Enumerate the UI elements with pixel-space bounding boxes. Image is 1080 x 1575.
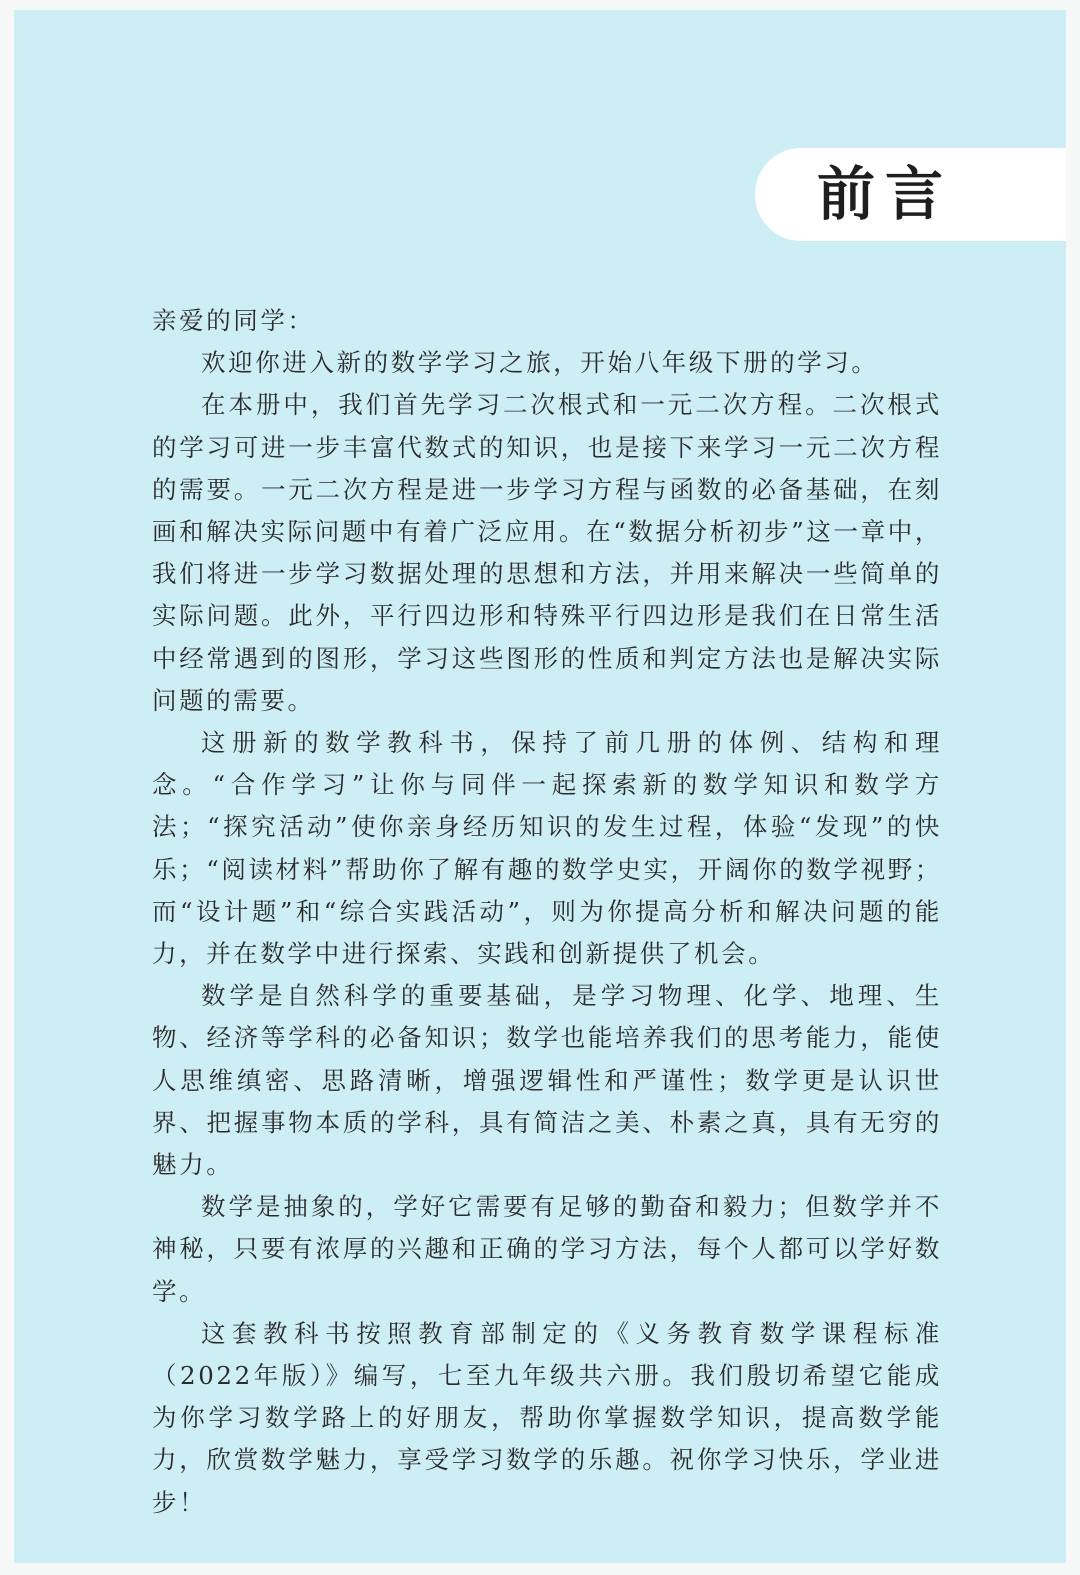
paragraph-closing-wishes: 这套教科书按照教育部制定的《义务教育数学课程标准（2022年版）》编写，七至九年级共六册。我们殷切希望它能成为你学习数学路上的好朋友，帮助你掌握数学知识，提高数学能力，欣赏数学魅力，享受学习数学的乐趣。祝你学习快乐，学业进步！: [152, 1318, 942, 1517]
paragraph-welcome: 欢迎你进入新的数学学习之旅，开始八年级下册的学习。: [201, 348, 879, 378]
preface-body: [152, 300, 942, 1524]
title-tab: [755, 148, 1066, 241]
paragraph-book-features: 这册新的数学教科书，保持了前几册的体例、结构和理念。“合作学习”让你与同伴一起探索新的数学知识和数学方法；“探究活动”使你亲身经历知识的发生过程，体验“发现”的快乐；“阅读材料”帮助你了解有趣的数学史实，开阔你的数学视野；而“设计题”和“综合实践活动”，则为你提高分析和解决问题的能力，并在数学中进行探索、实践和创新提供了机会。: [152, 728, 942, 969]
paragraph-math-importance: 数学是自然科学的重要基础，是学习物理、化学、地理、生物、经济等学科的必备知识；数学也能培养我们的思考能力，能使人思维缜密、思路清晰，增强逻辑性和严谨性；数学更是认识世界、把握事物本质的学科，具有简洁之美、朴素之真，具有无穷的魅力。: [152, 981, 942, 1180]
paragraph-math-abstract: 数学是抽象的，学好它需要有足够的勤奋和毅力；但数学并不神秘，只要有浓厚的兴趣和正确的学习方法，每个人都可以学好数学。: [152, 1192, 942, 1306]
page-title: 前言: [817, 160, 954, 228]
book-page: [14, 10, 1066, 1563]
paragraph-content-overview: 在本册中，我们首先学习二次根式和一元二次方程。二次根式的学习可进一步丰富代数式的知识，也是接下来学习一元二次方程的需要。一元二次方程是进一步学习方程与函数的必备基础，在刻画和解决实际问题中有着广泛应用。在“数据分析初步”这一章中，我们将进一步学习数据处理的思想和方法，并用来解决一些简单的实际问题。此外，平行四边形和特殊平行四边形是我们在日常生活中经常遇到的图形，学习这些图形的性质和判定方法也是解决实际问题的需要。: [152, 390, 942, 715]
salutation: 亲爱的同学：: [152, 306, 315, 335]
